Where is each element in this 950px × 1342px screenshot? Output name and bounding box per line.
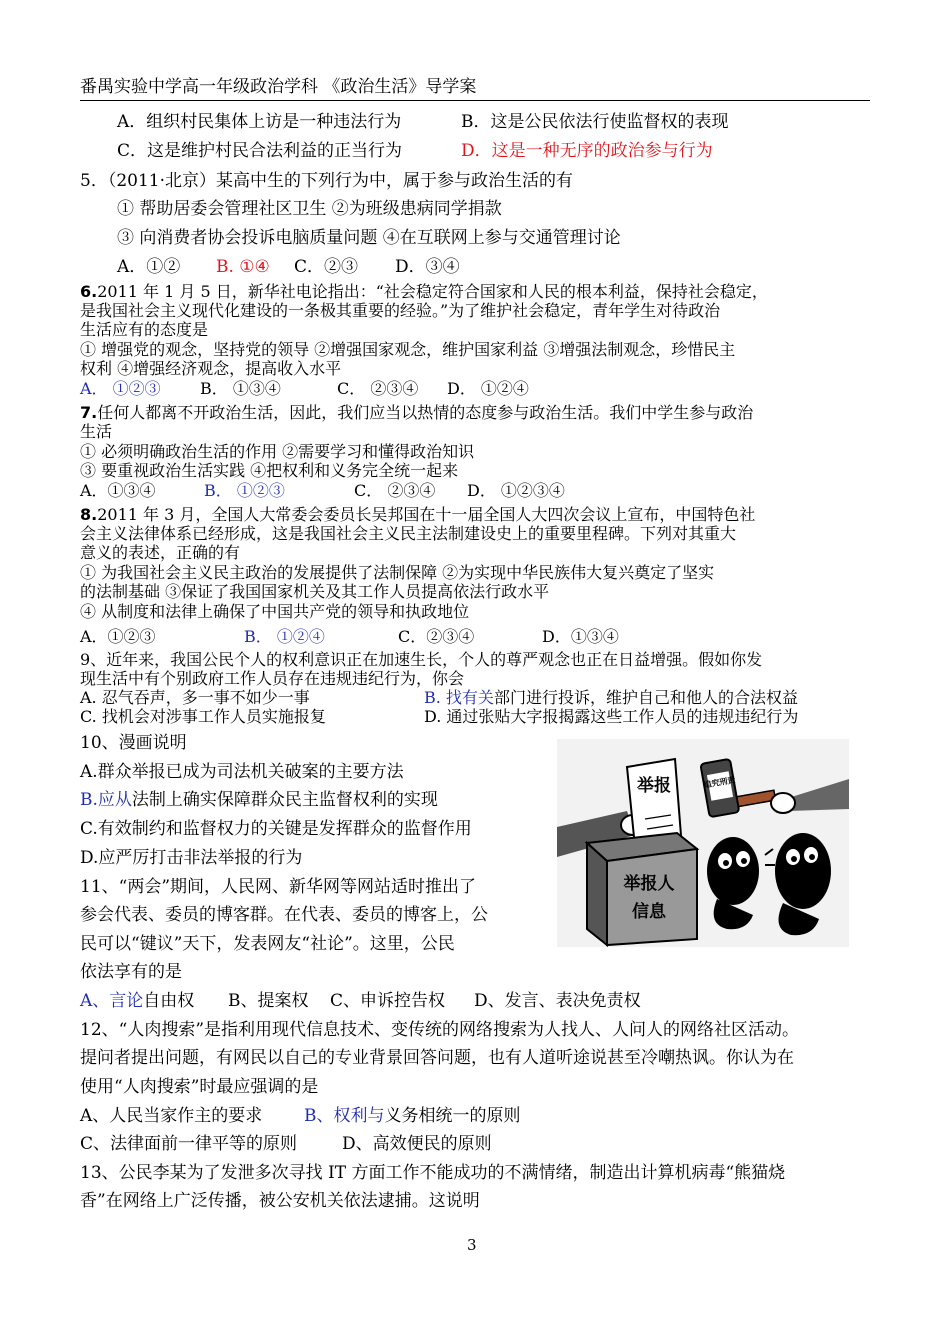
page-number: 3 [467,1236,477,1254]
cartoon-box-text-2: 信息 [632,902,666,922]
q8-option-c: C．②③④ [398,627,475,646]
q7-option-a: A．①③④ [80,481,156,500]
q9-line-2: 现生活中有个别政府工作人员存在违规违纪行为，你会 [80,669,465,688]
q7-line-4: ③ 要重视政治生活实践 ④把权利和义务完全统一起来 [80,461,459,480]
q10-option-b-highlight: B.应从 [80,790,132,810]
cartoon-hammer-text: 追究刑责 [703,775,737,790]
q9-option-d: D. 通过张贴大字报揭露这些工作人员的违规违纪行为 [424,707,799,726]
q9-option-b-highlight: B. 找有关 [424,688,494,707]
q5-option-a: A．①② [117,257,181,277]
q6-number: 6. [80,282,98,301]
q12-option-b-highlight: B、权利与 [304,1106,385,1126]
q12-line-2: 提问者提出问题，有网民以自己的专业背景回答问题，也有人道听途说甚至冷嘲热讽。你认为在 [80,1048,794,1068]
q11-line-3: 民可以“键议”天下，发表网友“社论”。这里，公民 [80,934,455,954]
q7-line-3: ① 必须明确政治生活的作用 ②需要学习和懂得政治知识 [80,442,475,461]
q5-items-2: ③ 向消费者协会投诉电脑质量问题 ④在互联网上参与交通管理讨论 [117,228,621,248]
q6-option-c: C． ②③④ [337,379,419,398]
q5-option-b: B. ①④ [216,257,270,277]
q11-line-2: 参会代表、委员的博客群。在代表、委员的博客上，公 [80,905,488,925]
q7-option-c: C． ②③④ [354,481,436,500]
q5-items-1: ① 帮助居委会管理社区卫生 ②为班级患病同学捐款 [117,199,502,219]
q8-line-4: ① 为我国社会主义民主政治的发展提供了法制保障 ②为实现中华民族伟大复兴奠定了坚实 [80,563,715,582]
q8-option-a: A．①②③ [80,627,156,646]
q11-option-c: C、申诉控告权 [330,991,446,1011]
q12-option-c: C、法律面前一律平等的原则 [80,1134,298,1154]
q5-stem: 5．（2011·北京）某高中生的下列行为中，属于参与政治生活的有 [80,171,573,191]
page-header: 番禺实验中学高一年级政治学科 《政治生活》导学案 [80,76,870,101]
q8-line-6: ④ 从制度和法律上确保了中国共产党的领导和执政地位 [80,602,470,621]
q9-option-c: C. 找机会对涉事工作人员实施报复 [80,707,326,726]
q8-number: 8. [80,505,98,524]
q5-option-c: C．②③ [294,257,359,277]
q7-line-2: 生活 [80,422,113,441]
q9-line-1: 9、近年来，我国公民个人的权利意识正在加速生长，个人的尊严观念也正在日益增强。假如你发 [80,650,763,669]
q4-option-b: B．这是公民依法行使监督权的表现 [461,112,729,132]
q8-option-d: D．①③④ [542,627,619,646]
q10-option-b-rest: 法制上确实保障群众民主监督权利的实现 [131,790,438,810]
q7-option-d: D． ①②③④ [467,481,565,500]
cartoon-box-text-1: 举报人 [623,874,675,894]
q7-number: 7. [80,403,98,422]
q12-option-a: A、人民当家作主的要求 [80,1106,263,1126]
q11-option-a-highlight: A、言论 [80,991,144,1011]
q10-option-c: C.有效制约和监督权力的关键是发挥群众的监督作用 [80,819,472,839]
q6-line-3: 生活应有的态度是 [80,320,209,339]
q4-option-a: A．组织村民集体上访是一种违法行为 [117,112,402,132]
q11-option-a-rest: 自由权 [143,991,195,1011]
q6-option-d: D． ①②④ [447,379,529,398]
q9-option-b-rest: 部门进行投诉，维护自己和他人的合法权益 [493,688,798,707]
q8-line-1: 2011 年 3 月，全国人大常委会委员长吴邦国在十一届全国人大四次会议上宣布，中国特色社 [97,505,756,524]
q10-option-a: A.群众举报已成为司法机关破案的主要方法 [80,762,404,782]
q8-line-3: 意义的表述，正确的有 [80,543,241,562]
q13-line-1: 13、公民李某为了发泄多次寻找 IT 方面工作不能成功的不满情绪，制造出计算机病毒“熊猫烧 [80,1163,786,1183]
cartoon-paper-text: 举报 [637,776,671,796]
q8-line-5: 的法制基础 ③保证了我国国家机关及其工作人员提高依法行政水平 [80,582,550,601]
q6-line-1: 2011 年 1 月 5 日，新华社电论指出：“社会稳定符合国家和人民的根本利益，保持社会稳定， [97,282,768,301]
q6-line-4: ① 增强党的观念，坚持党的领导 ②增强国家观念，维护国家利益 ③增强法制观念，珍惜民主 [80,340,736,359]
q12-option-b-rest: 义务相统一的原则 [384,1106,521,1126]
q4-option-c: C．这是维护村民合法利益的正当行为 [117,141,403,161]
q12-line-3: 使用“人肉搜索”时最应强调的是 [80,1077,319,1097]
q10-option-d: D.应严厉打击非法举报的行为 [80,848,303,868]
q8-option-b: B． ①②④ [244,627,325,646]
q8-line-2: 会主义法律体系已经形成，这是我国社会主义民主法制建设史上的重要里程碑。下列对其重大 [80,524,737,543]
q11-option-b: B、提案权 [228,991,309,1011]
q11-line-1: 11、“两会”期间，人民网、新华网等网站适时推出了 [80,877,477,897]
cartoon-illustration [557,739,849,947]
q13-line-2: 香”在网络上广泛传播，被公安机关依法逮捕。这说明 [80,1191,480,1211]
q4-option-d: D．这是一种无序的政治参与行为 [461,141,713,161]
q9-option-a: A. 忍气吞声，多一事不如少一事 [80,688,310,707]
q11-option-d: D、发言、表决免责权 [474,991,641,1011]
q6-option-b: B． ①③④ [200,379,281,398]
q12-line-1: 12、“人肉搜索”是指利用现代信息技术、变传统的网络搜索为人找人、人问人的网络社区活动。 [80,1020,800,1040]
q11-line-4: 依法享有的是 [80,962,182,982]
q12-option-d: D、高效便民的原则 [342,1134,492,1154]
q5-option-d: D．③④ [395,257,460,277]
q6-option-a: A． ①②③ [80,379,161,398]
q6-line-2: 是我国社会主义现代化建设的一条极其重要的经验。”为了维护社会稳定，青年学生对待政治 [80,301,721,320]
q6-line-5: 权利 ④增强经济观念，提高收入水平 [80,359,342,378]
q7-line-1: 任何人都离不开政治生活，因此，我们应当以热情的态度参与政治生活。我们中学生参与政治 [97,403,754,422]
q10-stem: 10、漫画说明 [80,733,187,753]
q7-option-b: B． ①②③ [204,481,285,500]
